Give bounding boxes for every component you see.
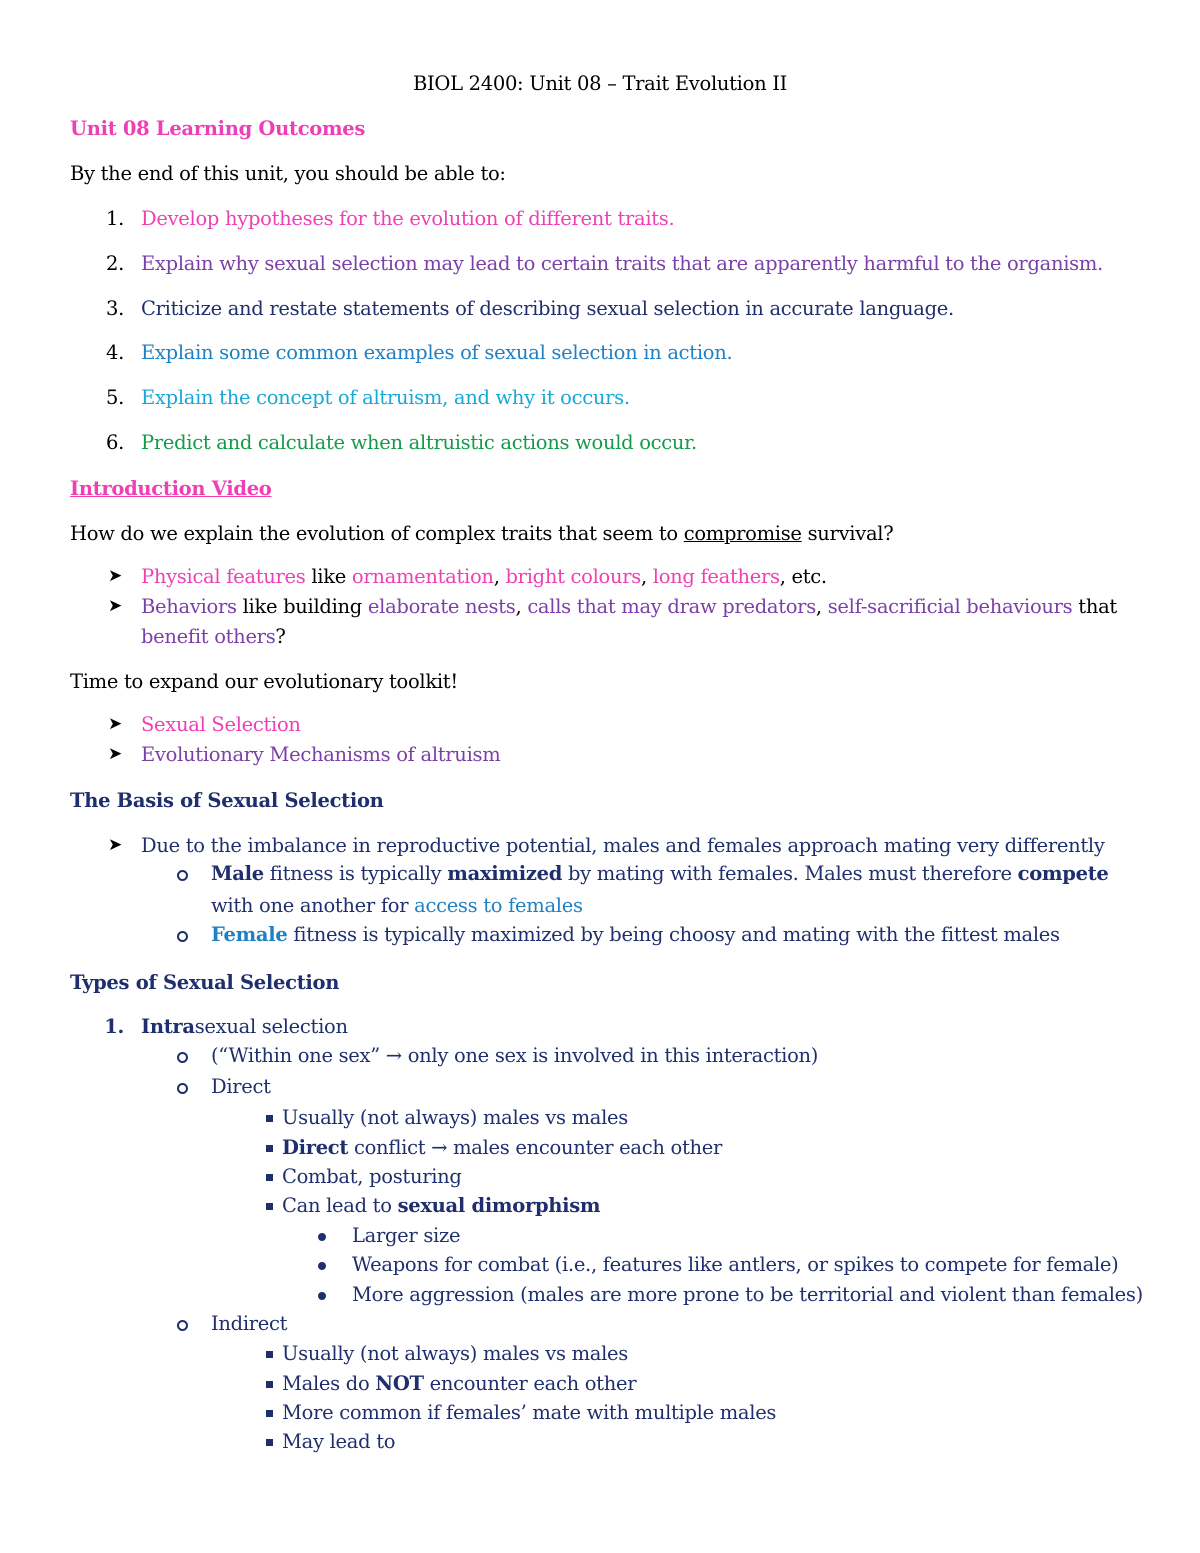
list-number: 1.	[105, 207, 124, 230]
basis-heading: The Basis of Sexual Selection	[70, 789, 384, 812]
indirect-item	[282, 1372, 636, 1395]
document-title: BIOL 2400: Unit 08 – Trait Evolution II	[412, 72, 788, 95]
intra-prefix: Intra	[141, 1015, 195, 1038]
circle-bullet-icon	[177, 1320, 188, 1331]
female-fitness-line	[211, 923, 1060, 946]
arrow-bullet-icon: ➤	[108, 835, 122, 855]
question-underlined: compromise	[683, 522, 802, 545]
dimorphism-item: Weapons for combat (i.e., features like antlers, or spikes to compete for female)	[352, 1253, 1119, 1276]
behaviors-bullet-cont	[141, 625, 286, 648]
dot-bullet-icon	[318, 1262, 326, 1270]
learning-outcomes-intro: By the end of this unit, you should be able to:	[70, 162, 506, 185]
sexual-dimorphism: sexual dimorphism	[397, 1194, 601, 1217]
physical-features: Physical features	[141, 565, 306, 588]
dimorphism-item: More aggression (males are more prone to be territorial and violent than females)	[352, 1283, 1143, 1306]
not-bold: NOT	[375, 1372, 424, 1395]
male-text: fitness is typically	[263, 862, 448, 885]
circle-bullet-icon	[177, 1052, 188, 1063]
dot-bullet-icon	[318, 1292, 326, 1300]
toolkit-item: Sexual Selection	[141, 713, 301, 736]
bright-colours: bright colours	[505, 565, 641, 588]
circle-bullet-icon	[177, 931, 188, 942]
square-bullet-icon	[266, 1381, 273, 1388]
circle-bullet-icon	[177, 870, 188, 881]
benefit-others: benefit others	[141, 625, 276, 648]
list-number: 6.	[105, 431, 124, 454]
square-bullet-icon	[266, 1174, 273, 1181]
direct-label: Direct	[211, 1075, 271, 1098]
maximized-label: maximized	[447, 862, 563, 885]
comma: ,	[640, 565, 653, 588]
indirect-item: May lead to	[282, 1430, 396, 1453]
arrow-bullet-icon: ➤	[108, 714, 122, 734]
male-label: Male	[211, 862, 264, 885]
question-text-end: survival?	[801, 522, 894, 545]
dimorphism-item: Larger size	[352, 1224, 461, 1247]
elaborate-nests: elaborate nests	[367, 595, 516, 618]
dimorphism-pre: Can lead to	[282, 1194, 398, 1217]
female-text: fitness is typically maximized by being choosy and mating with the fittest males	[287, 923, 1060, 946]
square-bullet-icon	[266, 1115, 273, 1122]
indirect-item: More common if females’ mate with multiple males	[282, 1401, 777, 1424]
male-text: by mating with females. Males must therefore	[562, 862, 1018, 885]
intrasexual-selection	[141, 1015, 348, 1038]
comma: ,	[815, 595, 828, 618]
list-number: 2.	[105, 252, 124, 275]
male-fitness-line-cont	[211, 894, 583, 917]
types-heading: Types of Sexual Selection	[70, 971, 340, 994]
square-bullet-icon	[266, 1439, 273, 1446]
comma: ,	[493, 565, 506, 588]
connector-text: that	[1072, 595, 1117, 618]
long-feathers: long feathers	[652, 565, 780, 588]
indirect-item: Usually (not always) males vs males	[282, 1342, 628, 1365]
within-one-sex: (“Within one sex” → only one sex is involved in this interaction)	[211, 1044, 819, 1067]
arrow-bullet-icon: ➤	[108, 566, 122, 586]
dot-bullet-icon	[318, 1233, 326, 1241]
indirect-label: Indirect	[211, 1312, 288, 1335]
access-to-females: access to females	[414, 894, 583, 917]
list-number: 4.	[105, 341, 124, 364]
female-label: Female	[211, 923, 288, 946]
question-mark: ?	[275, 625, 286, 648]
connector-text: like building	[236, 595, 368, 618]
intro-video-heading: Introduction Video	[70, 477, 272, 500]
indirect-post: encounter each other	[423, 1372, 637, 1395]
ornamentation: ornamentation	[351, 565, 494, 588]
etc-text: , etc.	[779, 565, 827, 588]
arrow-bullet-icon: ➤	[108, 596, 122, 616]
question-text: How do we explain the evolution of complex traits that seem to	[70, 522, 684, 545]
connector-text: like	[305, 565, 352, 588]
behaviors: Behaviors	[141, 595, 237, 618]
direct-item: Combat, posturing	[282, 1165, 462, 1188]
physical-features-bullet	[141, 565, 827, 588]
male-fitness-line	[211, 862, 1109, 885]
direct-item	[282, 1194, 600, 1217]
arrow-bullet-icon: ➤	[108, 744, 122, 764]
outcome-item: Criticize and restate statements of describing sexual selection in accurate language.	[141, 297, 954, 320]
square-bullet-icon	[266, 1351, 273, 1358]
circle-bullet-icon	[177, 1083, 188, 1094]
square-bullet-icon	[266, 1145, 273, 1152]
direct-rest: conflict → males encounter each other	[348, 1136, 723, 1159]
outcome-item: Develop hypotheses for the evolution of different traits.	[141, 207, 675, 230]
square-bullet-icon	[266, 1410, 273, 1417]
outcome-item: Explain some common examples of sexual selection in action.	[141, 341, 733, 364]
square-bullet-icon	[266, 1203, 273, 1210]
basis-bullet: Due to the imbalance in reproductive potential, males and females approach mating very differently	[141, 834, 1105, 857]
outcome-item: Predict and calculate when altruistic actions would occur.	[141, 431, 697, 454]
toolkit-text: Time to expand our evolutionary toolkit!	[70, 670, 458, 693]
behaviors-bullet	[141, 595, 1117, 618]
indirect-pre: Males do	[282, 1372, 376, 1395]
self-sacrificial-behaviours: self-sacrificial behaviours	[827, 595, 1073, 618]
direct-bold: Direct	[282, 1136, 349, 1159]
list-number: 5.	[105, 386, 124, 409]
direct-item	[282, 1136, 722, 1159]
intro-question	[70, 522, 893, 545]
male-text: with one another for	[211, 894, 415, 917]
list-number: 3.	[105, 297, 124, 320]
learning-outcomes-heading: Unit 08 Learning Outcomes	[70, 117, 366, 140]
calls-predators: calls that may draw predators	[527, 595, 816, 618]
compete-label: compete	[1017, 862, 1109, 885]
toolkit-item: Evolutionary Mechanisms of altruism	[141, 743, 501, 766]
direct-item: Usually (not always) males vs males	[282, 1106, 628, 1129]
comma: ,	[515, 595, 528, 618]
intrasexual-rest: sexual selection	[194, 1015, 348, 1038]
outcome-item: Explain the concept of altruism, and why it occurs.	[141, 386, 630, 409]
outcome-item: Explain why sexual selection may lead to certain traits that are apparently harmful to the organism.	[141, 252, 1103, 275]
list-number: 1.	[104, 1015, 124, 1038]
